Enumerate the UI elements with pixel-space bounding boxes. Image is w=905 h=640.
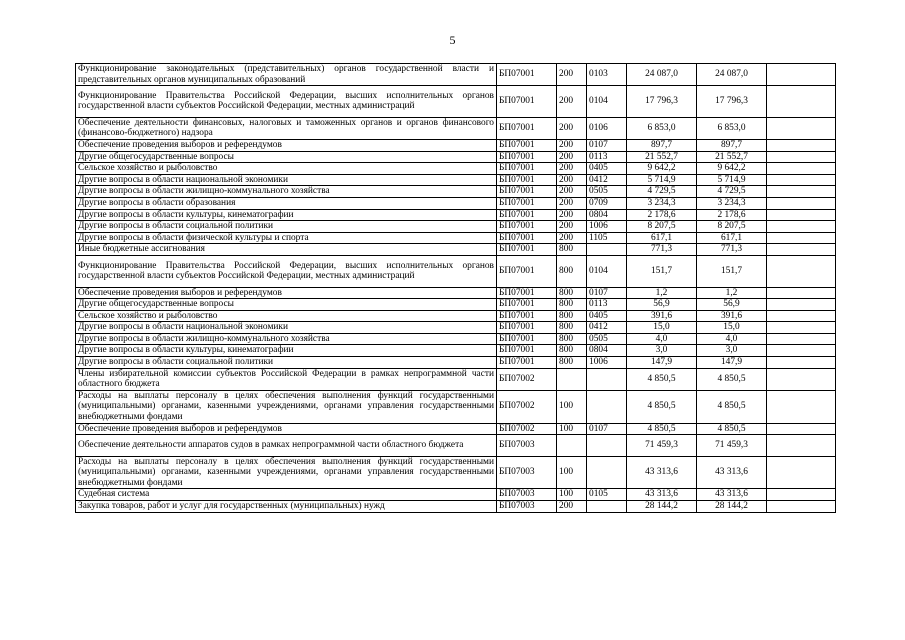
row-section-cell: 0103 bbox=[587, 64, 627, 86]
row-section-cell: 0804 bbox=[587, 345, 627, 357]
row-name-cell: Закупка товаров, работ и услуг для государственных (муниципальных) нужд bbox=[76, 500, 497, 512]
row-empty-cell bbox=[767, 357, 836, 369]
row-empty-cell bbox=[767, 456, 836, 489]
row-empty-cell bbox=[767, 333, 836, 345]
row-code-cell: БП07001 bbox=[497, 151, 557, 163]
row-amount-1-cell: 897,7 bbox=[627, 139, 697, 151]
row-amount-1-cell: 8 207,5 bbox=[627, 221, 697, 233]
row-code-cell: БП07001 bbox=[497, 345, 557, 357]
row-section-cell: 1006 bbox=[587, 221, 627, 233]
row-amount-1-cell: 43 313,6 bbox=[627, 456, 697, 489]
row-section-cell: 0405 bbox=[587, 163, 627, 175]
row-code-cell: БП07001 bbox=[497, 139, 557, 151]
row-section-cell bbox=[587, 244, 627, 256]
table-row bbox=[76, 435, 836, 456]
row-empty-cell bbox=[767, 151, 836, 163]
row-section-cell: 0113 bbox=[587, 299, 627, 311]
row-code-cell: БП07001 bbox=[497, 186, 557, 198]
row-expense-type-cell: 200 bbox=[557, 221, 587, 233]
row-amount-2-cell: 3 234,3 bbox=[697, 197, 767, 209]
row-section-cell: 0107 bbox=[587, 139, 627, 151]
row-code-cell: БП07001 bbox=[497, 232, 557, 244]
row-section-cell: 0104 bbox=[587, 255, 627, 287]
row-empty-cell bbox=[767, 423, 836, 435]
table-row bbox=[76, 287, 836, 299]
row-empty-cell bbox=[767, 232, 836, 244]
row-amount-1-cell: 151,7 bbox=[627, 255, 697, 287]
row-section-cell: 0505 bbox=[587, 186, 627, 198]
row-empty-cell bbox=[767, 86, 836, 118]
row-code-cell: БП07001 bbox=[497, 255, 557, 287]
row-name-cell: Сельское хозяйство и рыболовство bbox=[76, 310, 497, 322]
row-code-cell: БП07001 bbox=[497, 163, 557, 175]
row-section-cell: 1006 bbox=[587, 357, 627, 369]
row-amount-2-cell: 151,7 bbox=[697, 255, 767, 287]
row-code-cell: БП07001 bbox=[497, 322, 557, 334]
row-amount-1-cell: 15,0 bbox=[627, 322, 697, 334]
row-amount-1-cell: 24 087,0 bbox=[627, 64, 697, 86]
row-section-cell: 0709 bbox=[587, 197, 627, 209]
row-amount-1-cell: 3 234,3 bbox=[627, 197, 697, 209]
row-section-cell: 0505 bbox=[587, 333, 627, 345]
row-empty-cell bbox=[767, 322, 836, 334]
row-expense-type-cell: 200 bbox=[557, 117, 587, 139]
row-empty-cell bbox=[767, 209, 836, 221]
row-code-cell: БП07002 bbox=[497, 368, 557, 390]
row-name-cell: Обеспечение проведения выборов и референдумов bbox=[76, 139, 497, 151]
row-amount-2-cell: 17 796,3 bbox=[697, 86, 767, 118]
row-empty-cell bbox=[767, 174, 836, 186]
row-code-cell: БП07001 bbox=[497, 174, 557, 186]
row-amount-1-cell: 4 850,5 bbox=[627, 368, 697, 390]
row-amount-1-cell: 5 714,9 bbox=[627, 174, 697, 186]
row-amount-1-cell: 56,9 bbox=[627, 299, 697, 311]
row-amount-1-cell: 147,9 bbox=[627, 357, 697, 369]
row-empty-cell bbox=[767, 244, 836, 256]
table-row bbox=[76, 333, 836, 345]
row-expense-type-cell: 100 bbox=[557, 489, 587, 501]
table-row bbox=[76, 423, 836, 435]
table-row bbox=[76, 197, 836, 209]
row-section-cell: 0405 bbox=[587, 310, 627, 322]
row-section-cell: 0107 bbox=[587, 423, 627, 435]
table-row bbox=[76, 174, 836, 186]
row-name-cell: Другие общегосударственные вопросы bbox=[76, 299, 497, 311]
row-name-cell: Обеспечение проведения выборов и референдумов bbox=[76, 287, 497, 299]
table-row bbox=[76, 322, 836, 334]
row-empty-cell bbox=[767, 117, 836, 139]
row-empty-cell bbox=[767, 368, 836, 390]
row-expense-type-cell: 800 bbox=[557, 255, 587, 287]
row-empty-cell bbox=[767, 221, 836, 233]
table-row bbox=[76, 139, 836, 151]
row-code-cell: БП07002 bbox=[497, 390, 557, 423]
row-section-cell: 0106 bbox=[587, 117, 627, 139]
row-code-cell: БП07001 bbox=[497, 333, 557, 345]
row-empty-cell bbox=[767, 64, 836, 86]
table-row bbox=[76, 151, 836, 163]
row-amount-2-cell: 4 850,5 bbox=[697, 368, 767, 390]
row-name-cell: Члены избирательной комиссии субъектов Российской Федерации в рамках непрограммной части областного бюджета bbox=[76, 368, 497, 390]
row-expense-type-cell: 200 bbox=[557, 174, 587, 186]
row-amount-2-cell: 4 850,5 bbox=[697, 423, 767, 435]
row-empty-cell bbox=[767, 186, 836, 198]
row-name-cell: Другие вопросы в области социальной политики bbox=[76, 221, 497, 233]
row-empty-cell bbox=[767, 435, 836, 456]
row-expense-type-cell: 200 bbox=[557, 139, 587, 151]
row-name-cell: Другие вопросы в области культуры, кинематографии bbox=[76, 209, 497, 221]
row-amount-1-cell: 21 552,7 bbox=[627, 151, 697, 163]
table-row bbox=[76, 86, 836, 118]
table-row bbox=[76, 500, 836, 512]
row-section-cell: 0412 bbox=[587, 322, 627, 334]
row-section-cell: 0412 bbox=[587, 174, 627, 186]
row-empty-cell bbox=[767, 163, 836, 175]
row-code-cell: БП07001 bbox=[497, 221, 557, 233]
row-amount-2-cell: 9 642,2 bbox=[697, 163, 767, 175]
row-amount-2-cell: 6 853,0 bbox=[697, 117, 767, 139]
table-row bbox=[76, 221, 836, 233]
row-amount-2-cell: 5 714,9 bbox=[697, 174, 767, 186]
row-amount-2-cell: 617,1 bbox=[697, 232, 767, 244]
row-amount-1-cell: 4 850,5 bbox=[627, 423, 697, 435]
row-amount-2-cell: 43 313,6 bbox=[697, 456, 767, 489]
row-name-cell: Функционирование Правительства Российской Федерации, высших исполнительных органов государственной власти субъектов Российской Федерации, местных администраций bbox=[76, 86, 497, 118]
table-row bbox=[76, 64, 836, 86]
table-row bbox=[76, 456, 836, 489]
table-row bbox=[76, 186, 836, 198]
row-amount-2-cell: 4,0 bbox=[697, 333, 767, 345]
row-code-cell: БП07001 bbox=[497, 357, 557, 369]
budget-table bbox=[75, 63, 836, 513]
row-amount-2-cell: 2 178,6 bbox=[697, 209, 767, 221]
table-row bbox=[76, 368, 836, 390]
row-expense-type-cell bbox=[557, 435, 587, 456]
row-expense-type-cell: 200 bbox=[557, 209, 587, 221]
row-expense-type-cell: 800 bbox=[557, 333, 587, 345]
row-expense-type-cell: 800 bbox=[557, 310, 587, 322]
row-expense-type-cell: 800 bbox=[557, 287, 587, 299]
table-row bbox=[76, 209, 836, 221]
row-empty-cell bbox=[767, 299, 836, 311]
row-code-cell: БП07001 bbox=[497, 197, 557, 209]
table-row bbox=[76, 244, 836, 256]
row-name-cell: Иные бюджетные ассигнования bbox=[76, 244, 497, 256]
row-amount-2-cell: 771,3 bbox=[697, 244, 767, 256]
row-amount-2-cell: 24 087,0 bbox=[697, 64, 767, 86]
table-row bbox=[76, 163, 836, 175]
table-row bbox=[76, 299, 836, 311]
row-code-cell: БП07003 bbox=[497, 456, 557, 489]
row-name-cell: Другие вопросы в области социальной политики bbox=[76, 357, 497, 369]
table-row bbox=[76, 310, 836, 322]
row-expense-type-cell: 100 bbox=[557, 423, 587, 435]
table-row bbox=[76, 357, 836, 369]
row-code-cell: БП07001 bbox=[497, 86, 557, 118]
row-code-cell: БП07001 bbox=[497, 299, 557, 311]
row-amount-2-cell: 71 459,3 bbox=[697, 435, 767, 456]
row-amount-2-cell: 4 729,5 bbox=[697, 186, 767, 198]
row-amount-2-cell: 897,7 bbox=[697, 139, 767, 151]
row-section-cell: 0113 bbox=[587, 151, 627, 163]
row-expense-type-cell: 200 bbox=[557, 86, 587, 118]
row-expense-type-cell: 800 bbox=[557, 322, 587, 334]
row-empty-cell bbox=[767, 500, 836, 512]
row-amount-1-cell: 28 144,2 bbox=[627, 500, 697, 512]
row-code-cell: БП07001 bbox=[497, 64, 557, 86]
row-name-cell: Другие вопросы в области жилищно-коммунального хозяйства bbox=[76, 186, 497, 198]
row-amount-2-cell: 15,0 bbox=[697, 322, 767, 334]
row-name-cell: Функционирование законодательных (представительных) органов государственной власти и представительных органов муниципальных образований bbox=[76, 64, 497, 86]
row-name-cell: Другие вопросы в области жилищно-коммунального хозяйства bbox=[76, 333, 497, 345]
row-name-cell: Расходы на выплаты персоналу в целях обеспечения выполнения функций государственными (муниципальными) органами, казенными учреждениями, органами управления государственными внебюджетными фондами bbox=[76, 390, 497, 423]
table-row bbox=[76, 489, 836, 501]
row-code-cell: БП07001 bbox=[497, 244, 557, 256]
row-amount-2-cell: 56,9 bbox=[697, 299, 767, 311]
row-name-cell: Обеспечение проведения выборов и референдумов bbox=[76, 423, 497, 435]
row-code-cell: БП07003 bbox=[497, 435, 557, 456]
row-name-cell: Другие вопросы в области национальной экономики bbox=[76, 174, 497, 186]
row-expense-type-cell: 200 bbox=[557, 64, 587, 86]
row-section-cell bbox=[587, 390, 627, 423]
row-amount-2-cell: 21 552,7 bbox=[697, 151, 767, 163]
row-section-cell bbox=[587, 368, 627, 390]
row-expense-type-cell: 200 bbox=[557, 151, 587, 163]
row-amount-2-cell: 28 144,2 bbox=[697, 500, 767, 512]
row-amount-2-cell: 43 313,6 bbox=[697, 489, 767, 501]
row-code-cell: БП07003 bbox=[497, 489, 557, 501]
row-empty-cell bbox=[767, 197, 836, 209]
row-name-cell: Другие вопросы в области национальной экономики bbox=[76, 322, 497, 334]
row-section-cell bbox=[587, 435, 627, 456]
row-name-cell: Обеспечение деятельности финансовых, налоговых и таможенных органов и органов финансового (финансово-бюджетного) надзора bbox=[76, 117, 497, 139]
row-name-cell: Сельское хозяйство и рыболовство bbox=[76, 163, 497, 175]
row-expense-type-cell: 200 bbox=[557, 232, 587, 244]
row-section-cell: 0107 bbox=[587, 287, 627, 299]
table-row bbox=[76, 117, 836, 139]
row-amount-1-cell: 391,6 bbox=[627, 310, 697, 322]
row-amount-1-cell: 4,0 bbox=[627, 333, 697, 345]
row-name-cell: Другие вопросы в области физической культуры и спорта bbox=[76, 232, 497, 244]
row-section-cell bbox=[587, 456, 627, 489]
row-amount-2-cell: 3,0 bbox=[697, 345, 767, 357]
row-amount-1-cell: 17 796,3 bbox=[627, 86, 697, 118]
row-amount-1-cell: 1,2 bbox=[627, 287, 697, 299]
row-section-cell: 0104 bbox=[587, 86, 627, 118]
row-name-cell: Другие вопросы в области образования bbox=[76, 197, 497, 209]
table-row bbox=[76, 232, 836, 244]
row-name-cell: Расходы на выплаты персоналу в целях обеспечения выполнения функций государственными (муниципальными) органами, казенными учреждениями, органами управления государственными внебюджетными фондами bbox=[76, 456, 497, 489]
row-code-cell: БП07001 bbox=[497, 117, 557, 139]
row-amount-1-cell: 9 642,2 bbox=[627, 163, 697, 175]
row-expense-type-cell bbox=[557, 368, 587, 390]
row-amount-1-cell: 2 178,6 bbox=[627, 209, 697, 221]
row-section-cell bbox=[587, 500, 627, 512]
row-amount-2-cell: 1,2 bbox=[697, 287, 767, 299]
row-expense-type-cell: 800 bbox=[557, 357, 587, 369]
row-amount-1-cell: 6 853,0 bbox=[627, 117, 697, 139]
row-amount-2-cell: 4 850,5 bbox=[697, 390, 767, 423]
row-expense-type-cell: 200 bbox=[557, 186, 587, 198]
row-amount-1-cell: 617,1 bbox=[627, 232, 697, 244]
row-amount-2-cell: 147,9 bbox=[697, 357, 767, 369]
table-row bbox=[76, 255, 836, 287]
row-empty-cell bbox=[767, 390, 836, 423]
row-section-cell: 0105 bbox=[587, 489, 627, 501]
table-row bbox=[76, 345, 836, 357]
row-amount-1-cell: 4 729,5 bbox=[627, 186, 697, 198]
row-name-cell: Судебная система bbox=[76, 489, 497, 501]
row-empty-cell bbox=[767, 255, 836, 287]
row-expense-type-cell: 100 bbox=[557, 390, 587, 423]
row-expense-type-cell: 200 bbox=[557, 197, 587, 209]
row-name-cell: Другие вопросы в области культуры, кинематографии bbox=[76, 345, 497, 357]
row-expense-type-cell: 200 bbox=[557, 163, 587, 175]
row-code-cell: БП07003 bbox=[497, 500, 557, 512]
row-section-cell: 0804 bbox=[587, 209, 627, 221]
row-empty-cell bbox=[767, 139, 836, 151]
row-amount-1-cell: 771,3 bbox=[627, 244, 697, 256]
row-empty-cell bbox=[767, 310, 836, 322]
row-code-cell: БП07002 bbox=[497, 423, 557, 435]
row-expense-type-cell: 800 bbox=[557, 345, 587, 357]
row-amount-1-cell: 43 313,6 bbox=[627, 489, 697, 501]
row-name-cell: Функционирование Правительства Российской Федерации, высших исполнительных органов государственной власти субъектов Российской Федерации, местных администраций bbox=[76, 255, 497, 287]
row-name-cell: Другие общегосударственные вопросы bbox=[76, 151, 497, 163]
row-expense-type-cell: 200 bbox=[557, 500, 587, 512]
row-empty-cell bbox=[767, 489, 836, 501]
page-number: 5 bbox=[449, 33, 456, 47]
table-row bbox=[76, 390, 836, 423]
row-amount-1-cell: 3,0 bbox=[627, 345, 697, 357]
row-amount-1-cell: 4 850,5 bbox=[627, 390, 697, 423]
row-expense-type-cell: 800 bbox=[557, 299, 587, 311]
row-code-cell: БП07001 bbox=[497, 287, 557, 299]
row-code-cell: БП07001 bbox=[497, 310, 557, 322]
row-section-cell: 1105 bbox=[587, 232, 627, 244]
row-expense-type-cell: 100 bbox=[557, 456, 587, 489]
row-expense-type-cell: 800 bbox=[557, 244, 587, 256]
row-empty-cell bbox=[767, 287, 836, 299]
row-amount-2-cell: 8 207,5 bbox=[697, 221, 767, 233]
row-amount-1-cell: 71 459,3 bbox=[627, 435, 697, 456]
row-amount-2-cell: 391,6 bbox=[697, 310, 767, 322]
row-name-cell: Обеспечение деятельности аппаратов судов в рамках непрограммной части областного бюджета bbox=[76, 435, 497, 456]
row-empty-cell bbox=[767, 345, 836, 357]
row-code-cell: БП07001 bbox=[497, 209, 557, 221]
